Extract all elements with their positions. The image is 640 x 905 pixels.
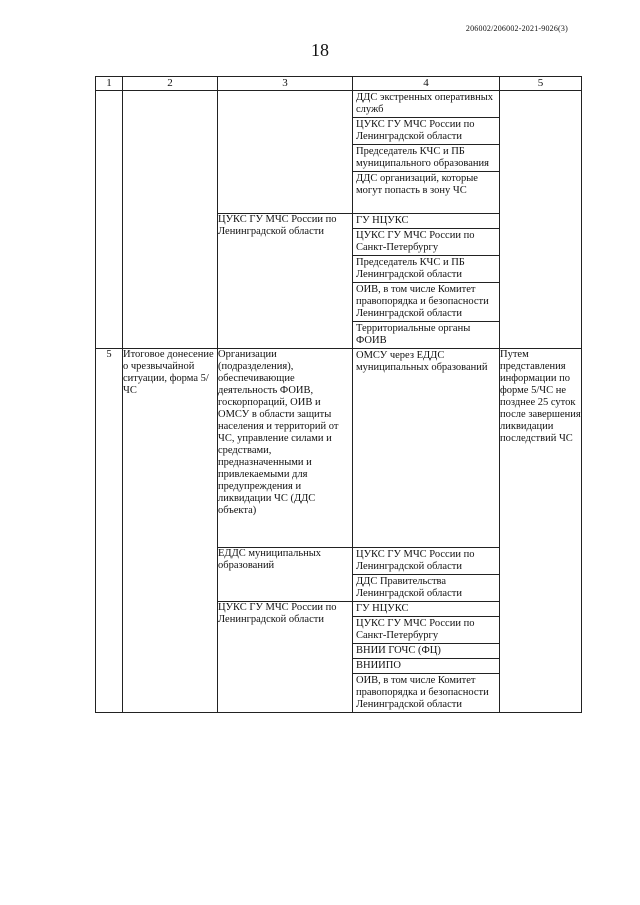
recipient-item: Председатель КЧС и ПБ муниципального образования [353, 145, 499, 172]
recipients-cell [353, 548, 500, 602]
column-header-5: 5 [500, 77, 582, 91]
sender-cell: Организации (подразделения), обеспечивающие деятельность ФОИВ, госкорпораций, ОИВ и ОМСУ в области защиты населения и территорий от ЧС, управление силами и средствами, предназначенными и привлекаемыми для предупреждения и ликвидации ЧС (ДДС объекта) [218, 349, 353, 548]
report-name: Итоговое донесение о чрезвычайной ситуации, форма 5/ЧС [123, 349, 218, 713]
recipient-item: ОИВ, в том числе Комитет правопорядка и безопасности Ленинградской области [353, 283, 499, 322]
column-header-4: 4 [353, 77, 500, 91]
recipient-item: Территориальные органы ФОИВ [356, 323, 471, 346]
report-term: Путем представления информации по форме 5/ЧС не позднее 25 суток после завершения ликвидации последствий ЧС [500, 349, 582, 713]
recipients-cell [353, 349, 500, 548]
column-header-1: 1 [96, 77, 123, 91]
recipient-item: ЦУКС ГУ МЧС России по Санкт-Петербургу [353, 229, 499, 256]
recipient-item: Председатель КЧС и ПБ Ленинградской области [353, 256, 499, 283]
row-number: 5 [96, 349, 123, 713]
recipient-item: ДДС экстренных оперативных служб [353, 91, 499, 118]
recipient-item: ДДС Правительства Ленинградской области [356, 576, 462, 599]
column-header-3: 3 [218, 77, 353, 91]
recipient-item: ДДС организаций, которые могут попасть в зону ЧС [356, 173, 478, 196]
sender-cell: ЦУКС ГУ МЧС России по Ленинградской области [218, 602, 353, 713]
cont-recipients-cell [353, 91, 500, 214]
cont-sender-cell [218, 91, 353, 214]
recipient-item: ГУ НЦУКС [353, 214, 499, 229]
recipient-item: ЦУКС ГУ МЧС России по Ленинградской области [353, 118, 499, 145]
sender-cell: ЕДДС муниципальных образований [218, 548, 353, 602]
recipient-item: ОМСУ через ЕДДС муниципальных образований [356, 350, 488, 373]
recipient-item: ГУ НЦУКС [353, 602, 499, 617]
table-row [96, 349, 582, 548]
cont-num-cell [96, 91, 123, 349]
recipient-item: ВНИИ ГОЧС (ФЦ) [353, 644, 499, 659]
distribution-table [95, 76, 582, 713]
sender-cell: ЦУКС ГУ МЧС России по Ленинградской области [218, 214, 353, 349]
table-header-row [96, 77, 582, 91]
recipient-item: ЦУКС ГУ МЧС России по Санкт-Петербургу [353, 617, 499, 644]
cont-name-cell [123, 91, 218, 349]
column-header-2: 2 [123, 77, 218, 91]
recipient-item: ЦУКС ГУ МЧС России по Ленинградской области [353, 548, 499, 575]
document-id: 206002/206002-2021-9026(3) [465, 24, 568, 33]
recipients-cell [353, 602, 500, 713]
cont-term-cell [500, 91, 582, 349]
recipient-item: ОИВ, в том числе Комитет правопорядка и безопасности Ленинградской области [356, 675, 489, 710]
table-row [96, 91, 582, 214]
recipients-cell [353, 214, 500, 349]
page-number: 18 [311, 40, 329, 60]
recipient-item: ВНИИПО [353, 659, 499, 674]
